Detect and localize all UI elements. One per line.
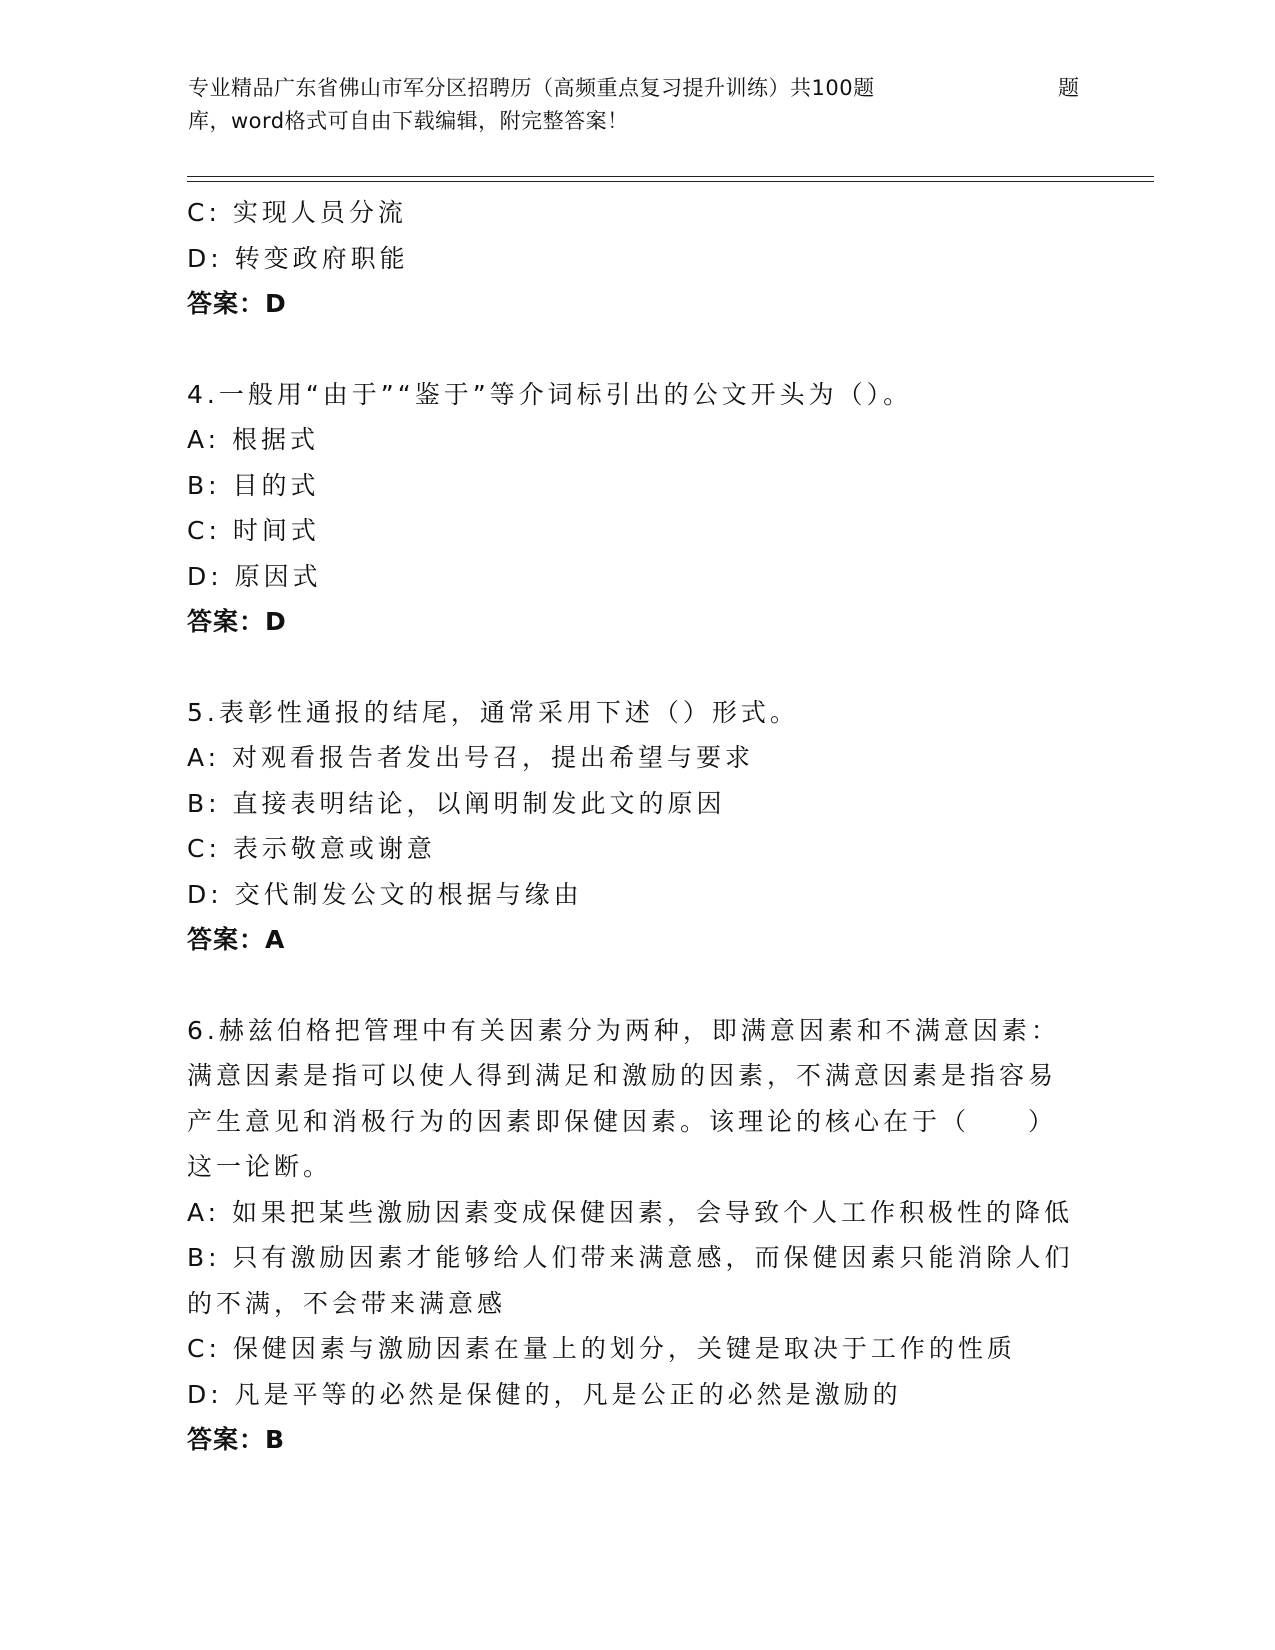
option-b: B: 目的式 [187,470,320,500]
question-content [187,190,1087,1463]
question-stem-line: 6.赫兹伯格把管理中有关因素分为两种，即满意因素和不满意因素： [187,1015,1060,1045]
answer-line: 答案：D [187,607,287,636]
question-6 [187,1008,1087,1463]
option-d: D: 原因式 [187,561,322,591]
option-d: D: 凡是平等的必然是保健的，凡是公正的必然是激励的 [187,1379,902,1409]
option-b: B: 直接表明结论，以阐明制发此文的原因 [187,788,726,818]
header-line-1-tail: 题 [1058,76,1080,100]
question-5 [187,690,1087,963]
spacer [187,963,1087,1008]
spacer [187,327,1087,372]
question-stem: 4.一般用“由于”“鉴于”等介词标引出的公文开头为（）。 [187,379,913,409]
question-stem: 5.表彰性通报的结尾，通常采用下述（）形式。 [187,697,799,727]
option-d: D: 交代制发公文的根据与缘由 [187,879,583,909]
answer-line: 答案：D [187,289,287,318]
option-b-line: 的不满，不会带来满意感 [187,1288,507,1318]
document-header [188,72,1088,138]
option-c: C: 实现人员分流 [187,198,407,227]
option-a: A: 对观看报告者发出号召，提出希望与要求 [187,743,755,772]
spacer [187,645,1087,690]
option-b-line: B: 只有激励因素才能够给人们带来满意感，而保健因素只能消除人们 [187,1243,1074,1272]
header-divider-bottom [187,181,1154,182]
question-stem-line: 产生意见和消极行为的因素即保健因素。该理论的核心在于（ ） [187,1106,1058,1136]
option-c: C: 表示敬意或谢意 [187,834,436,863]
question-stem-line: 这一论断。 [187,1152,333,1181]
answer-line: 答案：B [187,1425,286,1454]
question-3-tail [187,190,1087,327]
header-divider-top [187,176,1154,177]
answer-line: 答案：A [187,925,286,954]
header-line-1: 专业精品广东省佛山市军分区招聘历（高频重点复习提升训练）共100题 [188,76,875,100]
question-stem-line: 满意因素是指可以使人得到满足和激励的因素，不满意因素是指容易 [187,1061,1058,1090]
option-d: D: 转变政府职能 [187,243,409,273]
question-4 [187,372,1087,645]
option-a: A: 如果把某些激励因素变成保健因素，会导致个人工作积极性的降低 [187,1197,1074,1227]
option-c: C: 保健因素与激励因素在量上的划分，关键是取决于工作的性质 [187,1334,1016,1363]
header-line-2: 库，word格式可自由下载编辑，附完整答案！ [188,109,629,133]
option-c: C: 时间式 [187,516,320,545]
option-a: A: 根据式 [187,425,320,454]
